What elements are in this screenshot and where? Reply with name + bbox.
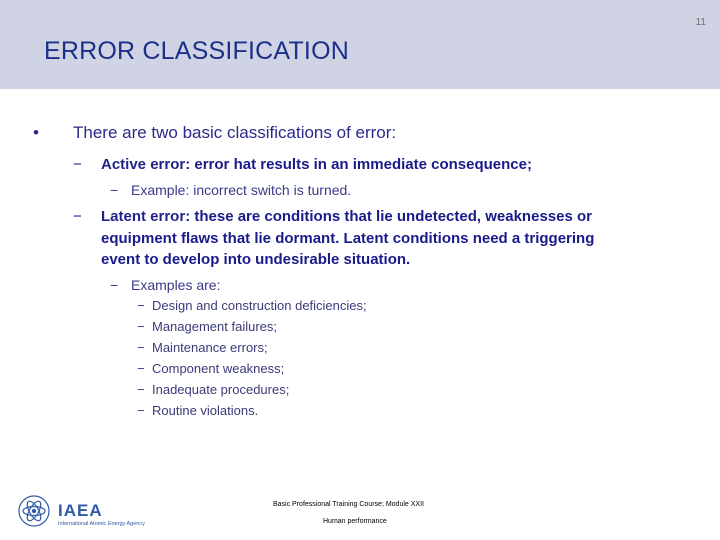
example-dash: − bbox=[137, 403, 145, 418]
examples-dash: − bbox=[110, 277, 119, 293]
slide-number: 11 bbox=[695, 17, 706, 28]
example-dash: − bbox=[137, 340, 145, 355]
intro-bullet: • bbox=[33, 123, 39, 142]
active-error-text: : error hat results in an immediate consequence; bbox=[185, 156, 532, 173]
example-item: Maintenance errors; bbox=[152, 340, 268, 355]
example-item: Component weakness; bbox=[152, 361, 285, 376]
latent-error-item bbox=[101, 208, 592, 225]
iaea-logo bbox=[16, 494, 166, 530]
latent-error-line-1: : these are conditions that lie undetected, weaknesses or bbox=[185, 208, 592, 225]
example-item: Design and construction deficiencies; bbox=[152, 298, 367, 313]
intro-text: There are two basic classifications of error: bbox=[73, 123, 397, 142]
active-error-term: Active error bbox=[101, 156, 186, 173]
example-item: Inadequate procedures; bbox=[152, 382, 290, 397]
latent-dash: − bbox=[73, 208, 82, 225]
example-dash: − bbox=[137, 319, 145, 334]
active-example: Example: incorrect switch is turned. bbox=[131, 182, 352, 198]
example-dash: − bbox=[137, 298, 145, 313]
latent-error-line-2: equipment flaws that lie dormant. Latent conditions need a triggering bbox=[101, 230, 595, 247]
slide-header bbox=[0, 0, 720, 89]
logo-subtext: International Atomic Energy Agency bbox=[58, 521, 145, 527]
latent-error-line-3: event to develop into undesirable situation. bbox=[101, 251, 411, 268]
atom-emblem-icon bbox=[19, 496, 49, 526]
footer-topic: Human performance bbox=[323, 518, 387, 525]
active-dash: − bbox=[73, 156, 82, 173]
active-error-item bbox=[101, 156, 532, 173]
example-dash: − bbox=[137, 361, 145, 376]
active-example-dash: − bbox=[110, 182, 119, 198]
footer-course: Basic Professional Training Course; Module XXII bbox=[273, 501, 424, 508]
logo-text: IAEA bbox=[58, 501, 103, 520]
example-dash: − bbox=[137, 382, 145, 397]
example-item: Routine violations. bbox=[152, 403, 259, 418]
latent-error-term: Latent error bbox=[101, 208, 186, 225]
slide-title: ERROR CLASSIFICATION bbox=[44, 37, 349, 65]
example-item: Management failures; bbox=[152, 319, 278, 334]
examples-label: Examples are: bbox=[131, 277, 221, 293]
